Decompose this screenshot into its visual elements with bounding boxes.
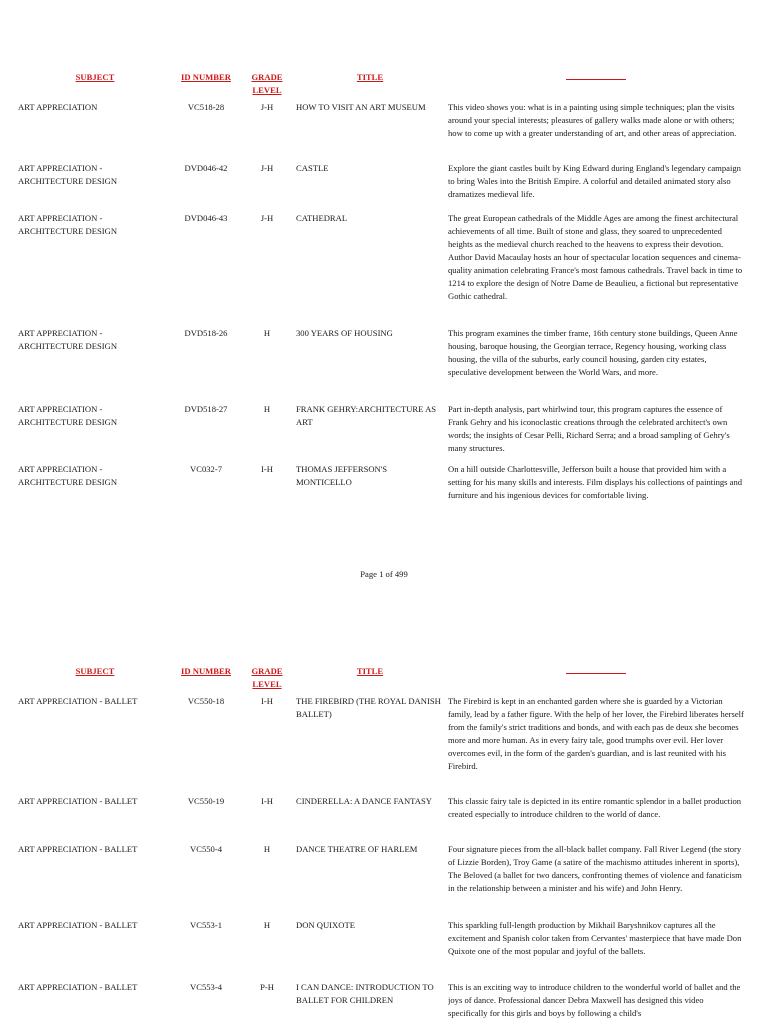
cell-subject: ART APPRECIATION - ARCHITECTURE DESIGN xyxy=(18,464,118,487)
cell-grade: J-H xyxy=(260,102,274,112)
cell-subject: ART APPRECIATION - BALLET xyxy=(18,796,138,806)
cell-grade: H xyxy=(263,844,271,854)
header-subject: SUBJECT xyxy=(75,666,115,676)
header-id-number: ID NUMBER xyxy=(181,666,231,676)
cell-grade: H xyxy=(263,404,271,414)
cell-grade: J-H xyxy=(260,213,274,223)
cell-title: I CAN DANCE: INTRODUCTION TO BALLET FOR CHILDREN xyxy=(296,982,434,1005)
cell-subject: ART APPRECIATION - BALLET xyxy=(18,982,138,992)
cell-subject: ART APPRECIATION - BALLET xyxy=(18,696,138,706)
cell-description: This program examines the timber frame, 16th century stone buildings, Queen Anne housing, baroque housing, the Georgian terrace, Regency housing, working class housing, the villa of the suburbs, early council housing, garden city estates, speculative development between the World Wars, and more. xyxy=(448,328,738,377)
cell-grade: I-H xyxy=(261,796,273,806)
cell-grade: I-H xyxy=(261,464,273,474)
cell-title: CASTLE xyxy=(296,163,329,173)
cell-id: VC550-4 xyxy=(190,844,222,854)
header-subject: SUBJECT xyxy=(75,72,115,82)
cell-id: DVD046-43 xyxy=(184,213,228,223)
cell-grade: P-H xyxy=(260,982,274,992)
header-description-line xyxy=(566,673,626,674)
header-title: TITLE xyxy=(356,72,384,82)
cell-description: This classic fairy tale is depicted in its entire romantic splendor in a ballet production created especially to introduce children to the world of dance. xyxy=(448,796,742,819)
cell-id: DVD518-27 xyxy=(184,404,228,414)
header-grade-level: GRADE LEVEL xyxy=(251,666,283,689)
cell-id: DVD046-42 xyxy=(184,163,228,173)
cell-subject: ART APPRECIATION - BALLET xyxy=(18,920,138,930)
cell-subject: ART APPRECIATION - ARCHITECTURE DESIGN xyxy=(18,328,118,351)
cell-title: THOMAS JEFFERSON'S MONTICELLO xyxy=(296,464,388,487)
cell-subject: ART APPRECIATION - ARCHITECTURE DESIGN xyxy=(18,404,118,427)
cell-id: VC553-1 xyxy=(190,920,222,930)
cell-id: VC032-7 xyxy=(190,464,222,474)
cell-title: CATHEDRAL xyxy=(296,213,348,223)
cell-title: FRANK GEHRY:ARCHITECTURE AS ART xyxy=(296,404,437,427)
page-footer: Page 1 of 499 xyxy=(360,569,408,579)
cell-title: DANCE THEATRE OF HARLEM xyxy=(296,844,418,854)
cell-description: Four signature pieces from the all-black ballet company. Fall River Legend (the story of Lizzie Borden), Troy Game (a satire of the machismo attitudes inherent in sports), The Beloved (a ballet for two dancers, confronting themes of violence and fanaticism in the relationship between a minister and his wife) and John Henry. xyxy=(448,844,742,893)
cell-title: THE FIREBIRD (THE ROYAL DANISH BALLET) xyxy=(296,696,441,719)
cell-description: On a hill outside Charlottesville, Jefferson built a house that provided him with a setting for his many skills and interests. Film displays his collections of paintings and furniture and his ingenious devices for comfortable living. xyxy=(448,464,743,500)
cell-subject: ART APPRECIATION - ARCHITECTURE DESIGN xyxy=(18,213,118,236)
cell-grade: J-H xyxy=(260,163,274,173)
cell-description: This is an exciting way to introduce children to the wonderful world of ballet and the joys of dance. Professional dancer Debra Maxwell has designed this video specifically for this girls and boys by following a child's xyxy=(448,982,741,1018)
cell-id: VC550-18 xyxy=(187,696,225,706)
cell-id: VC518-28 xyxy=(187,102,225,112)
header-grade-level: GRADE LEVEL xyxy=(251,72,283,95)
cell-grade: I-H xyxy=(261,696,273,706)
cell-description: The great European cathedrals of the Middle Ages are among the finest architectural achievements of all time. Built of stone and glass, they soared to unprecedented heights as the medieval church reached to the heavens to express their devotion. Author David Macaulay hosts an hour of spectacular location sequences and cinema-quality animation celebrating France's most famous cathedrals. Travel back in time to 1214 to explore the design of Notre Dame de Beaulieu, a fictional but representative Gothic cathedral. xyxy=(448,213,743,301)
cell-description: This video shows you: what is in a painting using simple techniques; plan the visits around your special interests; pleasures of gallery walks made alone or with others; how to come up with a greater understanding of art, and other areas of appreciation. xyxy=(448,102,737,138)
cell-title: CINDERELLA: A DANCE FANTASY xyxy=(296,796,432,806)
cell-subject: ART APPRECIATION - BALLET xyxy=(18,844,138,854)
cell-id: VC553-4 xyxy=(190,982,222,992)
header-id-number: ID NUMBER xyxy=(181,72,231,82)
cell-id: DVD518-26 xyxy=(184,328,228,338)
cell-id: VC550-19 xyxy=(187,796,225,806)
cell-description: Part in-depth analysis, part whirlwind tour, this program captures the essence of Frank Gehry and his iconoclastic creations through the celebrated architect's own words; the insights of Cesar Pelli, Richard Serra; and a broad sampling of Gehry's many structures. xyxy=(448,404,730,453)
cell-grade: H xyxy=(263,920,271,930)
cell-grade: H xyxy=(263,328,271,338)
cell-description: The Firebird is kept in an enchanted garden where she is guarded by a Victorian family, lead by a father figure. With the help of her lover, the Firebird liberates herself from the family's strict traditions and bonds, and with each pas de deux she becomes more and more human. As in every fairy tale, good trumphs over evil. Her lover overcomes evil, in the form of the garden's guardian, and is last reunited with his Firebird. xyxy=(448,696,744,771)
cell-description: This sparkling full-length production by Mikhail Baryshnikov captures all the excitement and Spanish color taken from Cervantes' masterpiece that have made Don Quixote one of the most popular and joyful of the ballets. xyxy=(448,920,742,956)
cell-description: Explore the giant castles built by King Edward during England's legendary campaign to bring Wales into the British Empire. A colorful and detailed animated story also dramatizes medieval life. xyxy=(448,163,741,199)
cell-title: HOW TO VISIT AN ART MUSEUM xyxy=(296,102,426,112)
cell-title: 300 YEARS OF HOUSING xyxy=(296,328,393,338)
cell-subject: ART APPRECIATION xyxy=(18,102,98,112)
header-title: TITLE xyxy=(356,666,384,676)
cell-subject: ART APPRECIATION - ARCHITECTURE DESIGN xyxy=(18,163,118,186)
cell-title: DON QUIXOTE xyxy=(296,920,355,930)
